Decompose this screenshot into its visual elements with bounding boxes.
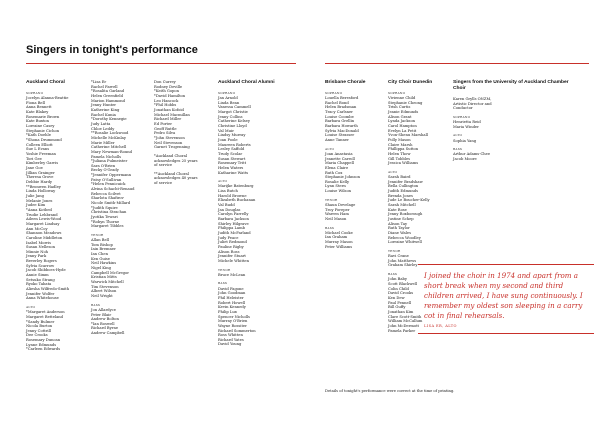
singer-name: Murray Mason (325, 240, 353, 245)
singer-name: John Matthews (388, 258, 417, 263)
singer-name: Sara O'Brien (91, 163, 116, 168)
singer-name: *Judith Squire (91, 205, 118, 210)
singer-name: Yoshie Freeman (26, 152, 56, 157)
singer-name: Beverley Rogers (26, 259, 57, 264)
singer-name: Elena Claire (325, 165, 349, 170)
singer-name: Sharlota Shafirov (91, 196, 124, 201)
choir-name: City Choir Dunedin (388, 80, 433, 85)
singer-name: Ann McCoy (26, 226, 48, 231)
title-rule-right (325, 63, 589, 64)
singer-name: Jennifer Bradshaw (388, 179, 423, 184)
singer-name: Wayne Rossiter (218, 323, 247, 328)
singer-name: Stephanie Cichon (26, 128, 60, 133)
section-label: SOPRANO (218, 91, 236, 95)
singer-name: Richard Miller (154, 117, 182, 122)
singer-name: Rodney Deville (154, 84, 183, 89)
singer-name: Nicole Smith-Millard (91, 201, 131, 206)
singer-name: Margaret Tibbles (91, 224, 124, 229)
section-label: BASS (325, 225, 335, 230)
singer-name: Pamela Nicholls (91, 154, 122, 159)
singer-name: Anna Whitehouse (26, 296, 59, 301)
singer-name: Shirley Hilgrave (218, 221, 249, 226)
singer-name: Ian Graham (325, 235, 348, 240)
service-note: **Auckland Choral acknowledges 40 years of service (154, 171, 198, 186)
singer-name: Colin Child (388, 286, 409, 291)
singer-name: Michele Whitten (218, 258, 249, 263)
singer-name: Carol Hampton (388, 124, 417, 129)
section-label: ALTO (26, 305, 36, 310)
singer-name: Rebecca Woodley (388, 235, 421, 240)
singer-name: Peter Blair (91, 312, 112, 317)
singer-name: Ed Porter (154, 121, 172, 126)
singer-name: Rebecca Scilvet (91, 191, 121, 196)
singer-name: *Anna Kotbed (26, 207, 52, 212)
section-label: ALTO (388, 170, 398, 174)
singer-name: Leo Hancock (154, 98, 179, 103)
singer-name: Louise Strasser (325, 133, 355, 138)
singer-name: Richard Yates (218, 337, 244, 342)
singer-name: Tori Gee (26, 156, 42, 161)
choir-name: Brisbane Chorale (325, 80, 366, 85)
singer-name: Lynda Jackson (388, 119, 416, 124)
singer-name: Barbara Howarth (325, 124, 358, 129)
singer-name: Kimberley Garris (26, 161, 59, 166)
singer-name: Alison Grant (388, 114, 412, 119)
singer-name: *David Hamilton (154, 93, 186, 98)
singer-name: Andrew Bolton (91, 317, 119, 322)
singer-name: Sue L Evans (26, 147, 50, 152)
section-label: BASS (218, 281, 228, 286)
singer-name: Rosemary Duncan (26, 338, 61, 343)
singer-name: Chloe Leddy (91, 126, 115, 131)
singer-name: Julie Jang (26, 193, 44, 198)
singer-name: *Kath Doehle (26, 133, 51, 138)
singer-name: Justine Schep (388, 217, 414, 222)
singer-name: Jenny Collins (218, 114, 243, 119)
singer-name: Maria Winder (453, 124, 479, 129)
singer-name: Jan Douglas (218, 207, 241, 212)
singer-name: Kate Buxton (26, 119, 50, 124)
singer-name: Dee Crooks (26, 333, 48, 338)
singer-name: Michael Macmillan (154, 112, 190, 117)
singer-name: Jeanette Carroll (325, 156, 355, 161)
footnote: Details of tonight's performance were correct at the time of printing. (325, 389, 455, 393)
singer-name: Val Budd (218, 203, 235, 208)
singer-name: Becky O'Grady (91, 168, 119, 173)
singer-name: Ruth Taylor (388, 226, 410, 231)
singer-name: Marijke Batenburg (218, 184, 254, 189)
singer-name: Don Currey (154, 80, 176, 84)
singer-name: **Rosalie Lockwood (91, 131, 129, 136)
service-note: Karen Grylls ONZM, Artistic Director and Conductor (453, 97, 492, 111)
singer-name: Kevin Kennedy (218, 305, 246, 310)
singer-name: Iain Bremner (91, 247, 116, 252)
singer-name: Rachel Bond (325, 100, 349, 105)
singer-name: Judy Peace (218, 235, 239, 240)
section-label: TENOR (218, 267, 231, 272)
singer-name: Patsy O'Sullivan (91, 177, 122, 182)
singer-name: Helen Thow (388, 152, 411, 157)
singer-name: *Jennifer Oppermann (91, 173, 132, 178)
singer-name: Troy Foreper (325, 207, 350, 212)
singer-name: Tracy Carlsner (325, 110, 353, 115)
singer-name: *Lisa Er (91, 80, 107, 84)
singer-name: Albert Wilson (91, 289, 117, 294)
singer-name: Setsuko Strang (26, 277, 55, 282)
singer-name: Anne Tanner (325, 138, 349, 143)
singer-name: Clare Scott-Smith (388, 314, 422, 319)
singer-name: Lindsy Murray (218, 133, 246, 138)
singer-name: *Dorothy Kennegie (91, 117, 127, 122)
singer-name: David Young (218, 342, 242, 347)
column-university-chamber-choir (453, 80, 588, 162)
singer-name: Jyotika Tewari (91, 215, 118, 220)
singer-name: Jeanie Edmunds (388, 110, 419, 115)
singer-name: Tom Bishop (91, 242, 113, 247)
singer-name: Graham Shirley (388, 263, 418, 268)
column-auckland-choral-continued-2 (154, 80, 216, 186)
singer-name: Jenny Roxborough (388, 212, 423, 217)
singer-name: Michael Cooke (325, 230, 353, 235)
singer-name: Nicola Burton (26, 324, 53, 329)
quote-text: I joined the choir in 1974 and apart from a short break when my second and third children arrived, I have sung continuously. I remember my oldest son sleeping in a carry cot in final rehearsals. (424, 271, 583, 320)
singer-name: Evelyn La Petit (388, 128, 417, 133)
singer-name: John Goodman (218, 291, 246, 296)
singer-name: Lorraine Casey (26, 124, 55, 129)
singer-name: Brenda Jones (388, 193, 413, 198)
singer-name: *Keith Gopon (154, 89, 180, 94)
singer-name: Philippa Lamb (218, 226, 245, 231)
singer-name: Ken Dew (388, 295, 405, 300)
singer-name: Tim Stevenson (91, 284, 119, 289)
singer-name: Murray O'Brien (218, 319, 248, 324)
singer-name: Ian Chen (91, 252, 108, 257)
singer-name: Stephanie Cheong (388, 100, 423, 105)
singer-name: Carolyn Farrelly (218, 212, 249, 217)
singer-name: Sophia Yang (453, 138, 477, 143)
singer-name: Jon Allardyce (91, 307, 116, 312)
singer-name: Helen Waters (218, 166, 244, 170)
singer-name: Susan Nelleson (26, 245, 55, 250)
title-rule-left (26, 63, 296, 64)
service-note: *Auckland Choral acknowledges 25 years of service (154, 153, 198, 168)
singer-name: Vivienne Child (388, 96, 416, 101)
section-label: TENOR (325, 197, 338, 202)
choir-name: Auckland Choral Alumni (218, 80, 275, 85)
singer-name: *Phil Hobbs (154, 103, 177, 108)
section-label: BASS (91, 302, 101, 307)
singer-name: Barbara Grellin (325, 119, 355, 124)
choir-name: Auckland Choral (26, 80, 65, 85)
singer-name: Rosemarie Brown (26, 114, 60, 119)
singer-name: Colleen Elliott (26, 142, 53, 147)
section-label: ALTO (453, 133, 463, 138)
singer-name: Aileen Lewis-Wood (26, 217, 62, 222)
singer-name: Jacob Moore (453, 157, 477, 162)
singer-name: Kristian Mitts (91, 275, 117, 280)
singer-name: John McDermott (388, 323, 420, 328)
singer-name: Annie Simm (26, 273, 49, 278)
singer-name: Louise Wilson (325, 189, 352, 194)
singer-name: Juliet Redmond (218, 240, 247, 245)
singer-name: Jennifer Wolfer (26, 291, 55, 296)
singer-name: Lorraine Whitwell (388, 240, 422, 245)
singer-name: Linda Holloway (26, 189, 56, 194)
singer-name: Jude Le Boucher-Kelly (388, 198, 430, 203)
singer-name: Phillippa Sutton (388, 147, 419, 152)
singer-name: Catherine Kelsey (218, 119, 250, 124)
section-label: ALTO (325, 146, 335, 151)
singer-name: Lisa Butch (218, 189, 238, 194)
section-label: TENOR (388, 249, 401, 253)
singer-name: Joan Anastasia (325, 151, 353, 156)
singer-name: Jonathan Kim (388, 309, 414, 314)
singer-name: Maria Chappell (325, 161, 354, 166)
singer-name: Judith Edmunds (388, 189, 418, 194)
singer-name: *Helen Pennicuick (91, 182, 126, 187)
singer-name: Isabel Morris (26, 240, 52, 245)
pull-quote (418, 264, 594, 334)
singer-name: Paul Fennell (388, 300, 412, 305)
singer-name: Robert Howell (218, 300, 246, 305)
singer-name: Debbie Hardy (26, 179, 53, 184)
singer-name: Ravi Crane (388, 254, 409, 259)
singer-name: Neil Mason (325, 216, 347, 221)
section-label: BASS (388, 272, 398, 277)
singer-name: Ross Whitten (218, 333, 243, 338)
singer-name: Joan Poole (218, 138, 238, 143)
singer-name: *Margaret Anderson (26, 310, 65, 315)
singer-name: Shannon Meadows (26, 231, 62, 236)
singer-name: Jenny Hunter (91, 103, 117, 108)
singer-name: Maureen Roberts (218, 142, 251, 147)
singer-name: Sylvia MacDonald (325, 128, 359, 133)
singer-name: Jillian Grainger (26, 170, 55, 175)
singer-name: Sylvia Scarrow (26, 263, 55, 268)
singer-name: Harold Browne (218, 193, 247, 198)
singer-name: Pauline Rigby (218, 245, 244, 249)
singer-name: Warren Ham (325, 212, 349, 217)
singer-name: Geoff Ruttle (154, 126, 177, 131)
singer-name: *Shona Drummond (26, 138, 62, 143)
singer-name: Neil Stevenson (154, 140, 183, 145)
singer-name: Barbara Jackson (218, 217, 249, 222)
singer-name: Scott Blackwell (388, 281, 418, 286)
singer-name: *Robyn Thorne (91, 219, 120, 224)
singer-name: Mary Newman-Round (91, 149, 132, 154)
singer-name: Arthur Adams-Chee (453, 152, 491, 157)
singer-name: Marie Miller (91, 140, 115, 145)
singer-name: Ken Guise (91, 256, 110, 261)
singer-name: Trudy Scolar (218, 152, 243, 157)
singer-name: Jan Arnold (218, 96, 238, 101)
singer-name: Polly Mason (388, 138, 411, 143)
singer-name: John Baby (388, 277, 407, 282)
singer-name: Caroline Middleton (26, 235, 63, 240)
singer-name: Jane Goe (26, 166, 43, 170)
singer-name: Theresa Grove (26, 175, 54, 180)
singer-name: Alison Tay (388, 221, 408, 226)
singer-name: Gill Tobbles (388, 156, 411, 161)
page-title: Singers in tonight's performance (26, 44, 198, 56)
singer-name: Michelle McKinlay (91, 135, 126, 140)
singer-name: Kate Rose (388, 207, 407, 212)
choir-name: Singers from the University of Auckland Chamber Choir (453, 80, 569, 91)
section-label: SOPRANO (26, 91, 44, 95)
singer-name: Judith McFarland (218, 231, 251, 236)
singer-name: Linda Bean (218, 100, 240, 105)
singer-name: David Fagone (218, 286, 244, 291)
singer-name: Alison Ross (218, 249, 240, 254)
singer-name: Trudie Lehbrand (26, 212, 58, 217)
singer-name: Allan Bell (91, 238, 110, 243)
section-label: SOPRANO (325, 91, 343, 95)
singer-name: Neil Hawkins (91, 261, 117, 266)
singer-name: Fiona Bell (26, 100, 45, 105)
singer-name: Warwick Mitchell (91, 280, 124, 285)
singer-name: Rosemary Tritt (218, 161, 247, 166)
singer-name: Louise Coombe (325, 114, 354, 119)
singer-name: Vanessa Cammell (218, 105, 251, 110)
singer-name: Pedro Silva (154, 131, 176, 136)
singer-name: Neil Wright (91, 294, 113, 299)
singer-name: Shaun Develage (325, 202, 356, 207)
singer-name: Sarah Baird (388, 175, 411, 180)
singer-name: *Ian Boswell (91, 321, 115, 326)
section-label: ALTO (218, 179, 228, 184)
singer-name: Lynne Edmunds (26, 342, 57, 347)
singer-name: Sarah Mitchell (388, 203, 416, 208)
singer-name: Garnet Trogenning (154, 145, 190, 150)
singer-name: Christine Lloyd (218, 124, 247, 129)
singer-name: Margaret Betteland (26, 314, 64, 319)
singer-name: Pamela Parker (388, 328, 416, 333)
column-brisbane-chorale (325, 80, 387, 249)
section-label: BASS (453, 147, 463, 152)
singer-name: *Sandy Bulmer (26, 319, 55, 324)
singer-name: Margaret Lindsay (26, 221, 60, 226)
singer-name: Minnie Noh (26, 249, 49, 254)
singer-name: Susan Stewart (218, 156, 246, 161)
singer-name: Helen Bradsman (325, 105, 357, 110)
singer-name: Helen Greenfield (91, 93, 123, 98)
singer-name: Peter Williams (325, 244, 353, 249)
singer-name: Ruth Cox (325, 170, 343, 175)
singer-name: Jessica Williams (388, 161, 419, 166)
singer-name: Alvina Schacht-Renaud (91, 187, 135, 192)
singer-name: Spencer Nicholls (218, 314, 250, 319)
singer-name: Jacob Shibboes-Hyde (26, 268, 66, 273)
singer-name: Louella Beresford (325, 96, 359, 101)
singer-name: Yvon-Shenu Marshall (388, 133, 428, 138)
singer-name: Stephanie Johnson (325, 175, 360, 180)
singer-name: *Juliana Pulmeister (91, 159, 128, 164)
section-label: SOPRANO (388, 91, 406, 95)
singer-name: Lesley Saffold (218, 147, 245, 152)
singer-name: William McCallum (388, 319, 423, 324)
singer-name: Richard Byrne (91, 326, 119, 331)
singer-name: *Carleen Edwards (26, 347, 61, 352)
singer-name: Judee Kim (26, 203, 46, 208)
singer-name: Bruce McLean (218, 272, 246, 277)
quote-attribution: LISA ER, ALTO (424, 323, 457, 328)
singer-name: Richard Sommerton (218, 328, 256, 333)
singer-name: Kate Blakey (26, 110, 49, 115)
singer-name: Campbell McGregor (91, 270, 130, 275)
singer-name: Rosalie Kelly (325, 179, 350, 184)
singer-name: David Crooks (388, 291, 414, 296)
singer-name: Margot Christie (218, 110, 248, 115)
singer-name: Philip Lux (218, 309, 237, 314)
singer-name: Katharine Watts (218, 170, 249, 175)
singer-name: Christina Strachan (91, 210, 127, 215)
singer-name: *John Stevenson (154, 135, 185, 140)
singer-name: Melanie Jones (26, 198, 53, 203)
column-auckland-choral-alumni (218, 80, 288, 347)
singer-name: Trish Curtis (388, 105, 411, 110)
singer-name: Jennifer Stuart (218, 254, 246, 259)
singer-name: **Bronwen Hadley (26, 184, 61, 189)
singer-name: Val Muir (218, 128, 234, 133)
singer-name: Anna Bennett (26, 105, 52, 110)
singer-name: Rachel Farrell (91, 84, 118, 89)
singer-name: Jonathan Kofoid (154, 107, 184, 112)
singer-name: Katherine King (91, 107, 120, 112)
section-label: TENOR (91, 233, 104, 237)
singer-name: Jenny Cottrill (26, 328, 51, 333)
column-auckland-choral (26, 80, 86, 352)
singer-name: Bill Guffy (388, 305, 406, 310)
singer-name: Henrietta Reid (453, 120, 481, 125)
singer-name: Nigel King (91, 266, 111, 271)
singer-name: Jocelyn Alanna-Beattie (26, 96, 69, 101)
singer-name: Judy Latta (91, 121, 111, 126)
singer-name: Andrew Campbell (91, 331, 125, 336)
singer-name: Rachel Kunia (91, 112, 116, 117)
singer-name: Marion Hammond (91, 98, 126, 103)
singer-name: Catherine Mitchell (91, 145, 127, 150)
singer-name: Bella Cullington (388, 184, 419, 189)
column-auckland-choral-continued (91, 80, 153, 336)
singer-name: Diane Wales (388, 231, 411, 236)
section-label: SOPRANO (453, 114, 471, 119)
singer-name: Elizabeth Buchanan (218, 198, 256, 203)
singer-name: Jenny Park (26, 254, 47, 259)
singer-name: Ryoko Tabata (26, 282, 52, 287)
singer-name: Aliesha Wilfredo-Smith (26, 287, 70, 292)
singer-name: Lynn Stern (325, 184, 346, 189)
singer-name: Claire Marsh (388, 142, 413, 147)
singer-name: *Rosalita Garland (91, 89, 125, 94)
singer-name: Phil Heleister (218, 295, 244, 300)
